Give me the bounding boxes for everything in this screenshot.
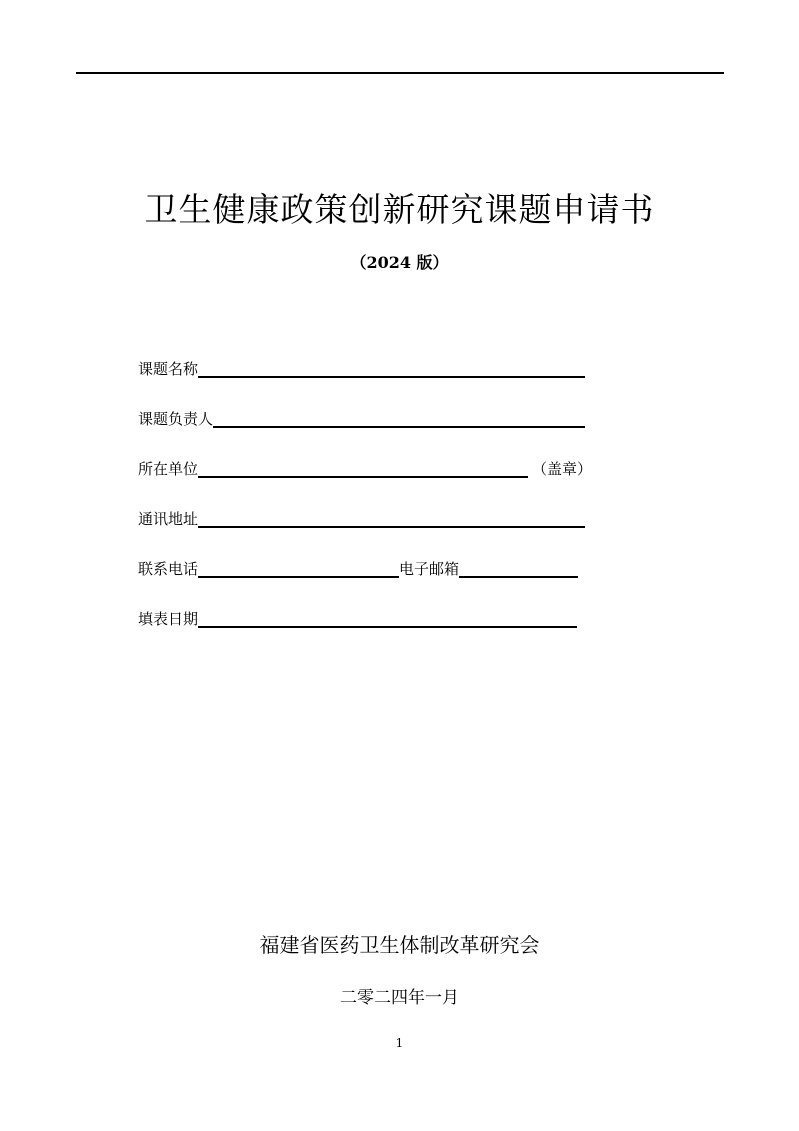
document-version: （2024 版） bbox=[350, 253, 449, 272]
topic-leader-field bbox=[138, 407, 585, 429]
fill-date-label: 填表日期 bbox=[138, 610, 199, 628]
topic-leader-blank[interactable] bbox=[213, 408, 585, 428]
topic-name-label: 课题名称 bbox=[138, 360, 199, 378]
seal-note: （盖章） bbox=[532, 460, 593, 478]
page-number: 1 bbox=[395, 1036, 404, 1050]
fill-date-blank[interactable] bbox=[198, 608, 577, 628]
phone-label: 联系电话 bbox=[138, 560, 199, 578]
organization-name: 福建省医药卫生体制改革研究会 bbox=[259, 933, 540, 957]
topic-leader-label: 课题负责人 bbox=[138, 410, 214, 428]
address-blank[interactable] bbox=[198, 508, 585, 528]
email-label: 电子邮箱 bbox=[399, 560, 460, 578]
unit-field bbox=[138, 457, 592, 479]
phone-blank[interactable] bbox=[198, 558, 399, 578]
unit-blank[interactable] bbox=[198, 458, 528, 478]
topic-name-field bbox=[138, 357, 585, 379]
fill-date-field bbox=[138, 607, 577, 629]
document-title: 卫生健康政策创新研究课题申请书 bbox=[144, 190, 655, 229]
address-field bbox=[138, 507, 585, 529]
email-blank[interactable] bbox=[459, 558, 578, 578]
topic-name-blank[interactable] bbox=[198, 358, 585, 378]
contact-field bbox=[138, 557, 578, 579]
unit-label: 所在单位 bbox=[138, 460, 199, 478]
address-label: 通讯地址 bbox=[138, 510, 199, 528]
issue-date: 二零二四年一月 bbox=[340, 988, 459, 1008]
header-rule bbox=[76, 72, 724, 74]
